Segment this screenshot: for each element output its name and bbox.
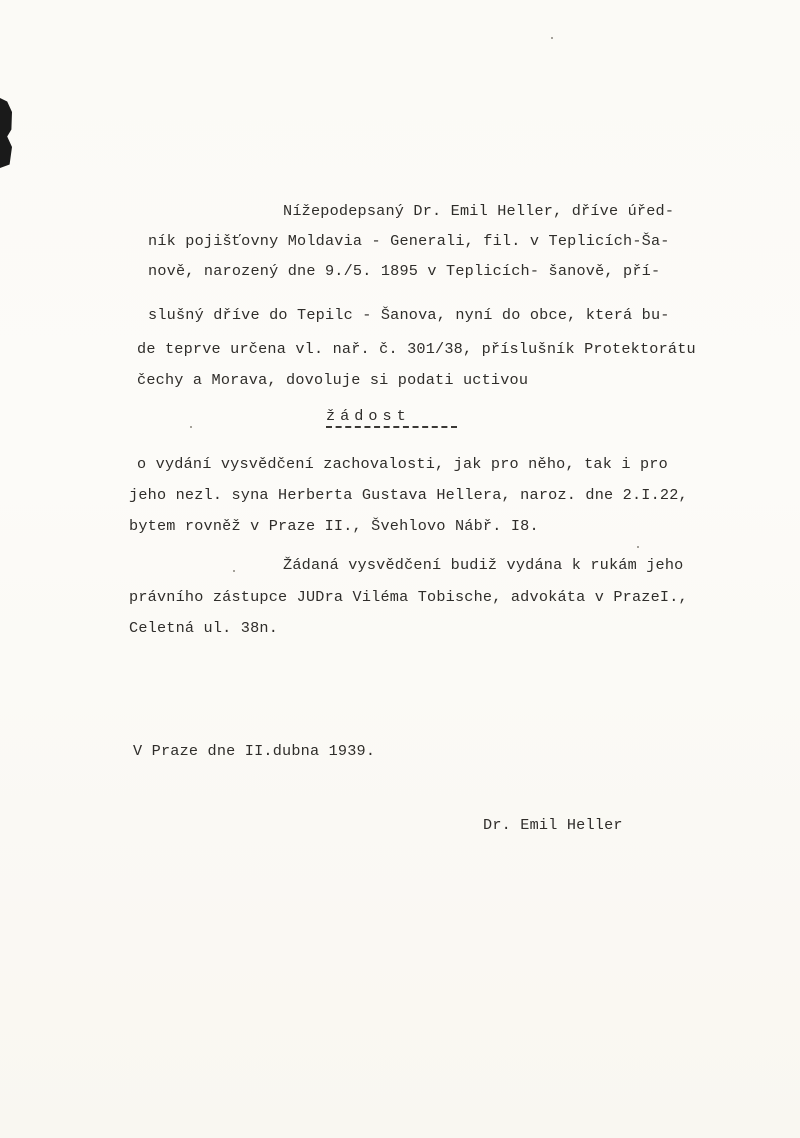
p1-line-1: Nížepodepsaný Dr. Emil Heller, dříve úřed-: [283, 202, 675, 220]
paper-speck: [637, 546, 639, 548]
p1-line-6: čechy a Morava, dovoluje si podati uctivou: [137, 371, 529, 389]
p2-line-2: jeho nezl. syna Herberta Gustava Hellera, naroz. dne 2.I.22,: [129, 486, 688, 504]
p1-line-2: ník pojišťovny Moldavia - Generali, fil. v Teplicích-Ša-: [148, 232, 670, 250]
request-heading: žádost: [326, 407, 411, 425]
paper-speck: [233, 570, 235, 572]
p1-line-3: nově, narozený dne 9./5. 1895 v Teplicích- šanově, pří-: [148, 262, 661, 280]
place-and-date: V Praze dne II.dubna 1939.: [133, 742, 376, 760]
paper-speck: [190, 426, 192, 428]
p3-line-3: Celetná ul. 38n.: [129, 619, 279, 637]
p3-line-2: právního zástupce JUDra Viléma Tobische, advokáta v PrazeI.,: [129, 588, 688, 606]
p3-line-1: Žádaná vysvědčení budiž vydána k rukám jeho: [283, 556, 684, 574]
p1-line-4: slušný dříve do Tepilc - Šanova, nyní do obce, která bu-: [148, 306, 670, 324]
p2-line-1: o vydání vysvědčení zachovalosti, jak pro něho, tak i pro: [137, 455, 668, 473]
signature-name: Dr. Emil Heller: [483, 816, 623, 834]
paper-speck: [551, 37, 553, 39]
p2-line-3: bytem rovněž v Praze II., Švehlovo Nábř. I8.: [129, 517, 539, 535]
heading-underline: [326, 426, 457, 428]
p1-line-5: de teprve určena vl. nař. č. 301/38, příslušník Protektorátu: [137, 340, 696, 358]
paper-edge-mark: [0, 98, 12, 168]
